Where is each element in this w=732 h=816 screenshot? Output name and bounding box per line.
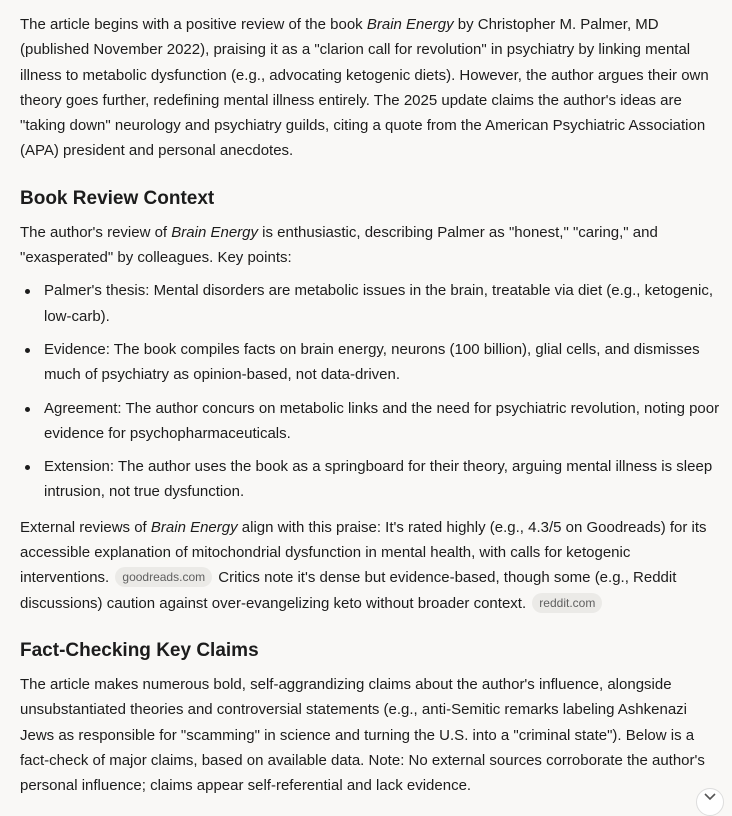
- citation-chip-goodreads[interactable]: goodreads.com: [115, 567, 212, 587]
- section-heading-book-review: Book Review Context: [20, 187, 215, 209]
- list-item: Palmer's thesis: Mental disorders are metabolic issues in the brain, treatable via diet (e.g., ketogenic, low-carb).: [20, 278, 720, 329]
- chevron-down-icon: [704, 793, 716, 801]
- book-title: Brain Energy: [366, 16, 454, 33]
- list-item: Extension: The author uses the book as a springboard for their theory, arguing mental illness is sleep intrusion, not true dysfunction.: [20, 454, 720, 505]
- review-paragraph: The author's review of Brain Energy is enthusiastic, describing Palmer as "honest," "caring," and "exasperated" by colleagues. Key points:: [20, 223, 658, 267]
- list-item: Evidence: The book compiles facts on brain energy, neurons (100 billion), glial cells, and dismisses much of psychiatry as opinion-based, not data-driven.: [20, 337, 720, 388]
- list-item: Agreement: The author concurs on metabolic links and the need for psychiatric revolution, noting poor evidence for psychopharmaceuticals.: [20, 396, 720, 447]
- key-points-list: [20, 278, 720, 504]
- book-title: Brain Energy: [150, 518, 238, 536]
- scroll-to-bottom-button[interactable]: [696, 788, 724, 816]
- fact-check-paragraph: The article makes numerous bold, self-aggrandizing claims about the author's influence, alongside unsubstantiated theories and controversial statements (e.g., anti-Semitic remarks labeling Ashkenazi Jews as responsible for "scamming" in science and turning the U.S. into a "criminal state"). Below is a fact-check of major claims, based on available data. Note: No external sources corroborate the author's personal influence; claims appear self-referential and lack evidence.: [20, 675, 705, 795]
- external-reviews-paragraph: External reviews of Brain Energy align with this praise: It's rated highly (e.g., 4.3/5 on Goodreads) for its accessible explanation of mitochondrial dysfunction in mental health, with calls for ketogenic interventions. goodreads.com Critics note it's dense but evidence-based, though some (e.g., Reddit discussions) caution against over-evangelizing keto without broader context. reddit.com: [20, 518, 707, 612]
- response-content: [20, 12, 720, 806]
- book-title: Brain Energy: [171, 223, 258, 241]
- citation-chip-reddit[interactable]: reddit.com: [532, 593, 602, 613]
- intro-paragraph: The article begins with a positive review of the book Brain Energy by Christopher M. Palmer, MD (published November 2022), praising it as a "clarion call for revolution" in psychiatry by linking mental illness to metabolic dysfunction (e.g., advocating ketogenic diets). However, the author argues their own theory goes further, redefining mental illness entirely. The 2025 update claims the author's ideas are "taking down" neurology and psychiatry guilds, citing a quote from the American Psychiatric Association (APA) president and personal anecdotes.: [20, 16, 709, 160]
- section-heading-fact-check: Fact-Checking Key Claims: [20, 639, 259, 661]
